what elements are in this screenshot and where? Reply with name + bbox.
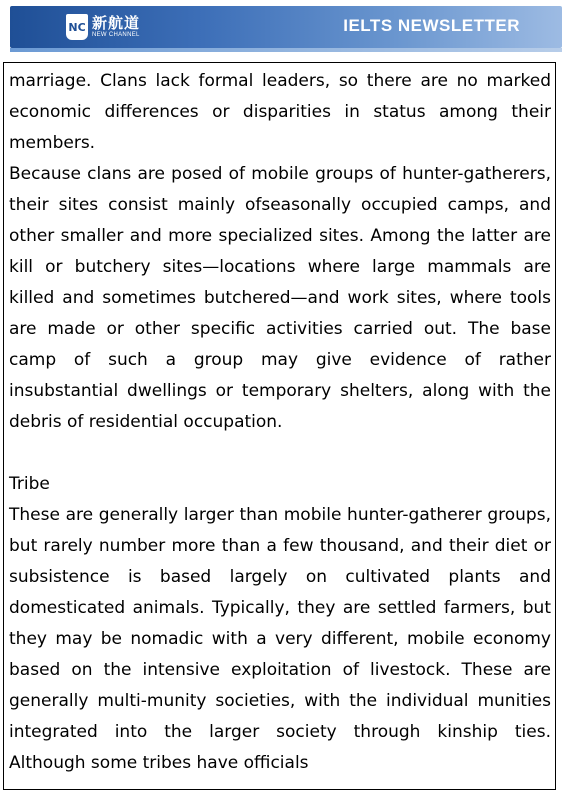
header-divider [10, 48, 562, 52]
logo-chinese-name: 新航道 [92, 14, 141, 32]
logo-mark-icon: NC [66, 14, 88, 40]
article-body [3, 62, 556, 790]
paragraph-clans-sites: Because clans are posed of mobile groups of hunter-gatherers, their sites consist mainly ofseasonally occupied camps, and other smaller and more specialized sites. Among the latter are kill or butchery sites—locations where large mammals are killed and sometimes butchered—and work sites, where tools are made or other specific activities carried out. The base camp of such a group may give evidence of rather insubstantial dwellings or temporary shelters, along with the debris of residential occupation. [9, 164, 551, 432]
logo-text [92, 15, 140, 39]
paragraph-gap [9, 438, 551, 469]
logo-english-name: NEW CHANNEL [92, 32, 140, 38]
newsletter-title: IELTS NEWSLETTER [343, 16, 520, 35]
paragraph-clans-status: marriage. Clans lack formal leaders, so there are no marked economic differences or disparities in status among their members. [9, 71, 551, 153]
paragraph-tribe: These are generally larger than mobile hunter-gatherer groups, but rarely number more than a few thousand, and their diet or subsistence is based largely on cultivated plants and domesticated animals. Typically, they are settled farmers, but they may be nomadic with a very different, mobile economy based on the intensive exploitation of livestock. These are generally multi-munity societies, with the individual munities integrated into the larger society through kinship ties. Although some tribes have officials [9, 505, 551, 773]
newsletter-header [10, 6, 562, 48]
section-heading-tribe: Tribe [9, 474, 50, 494]
brand-logo [66, 12, 140, 42]
